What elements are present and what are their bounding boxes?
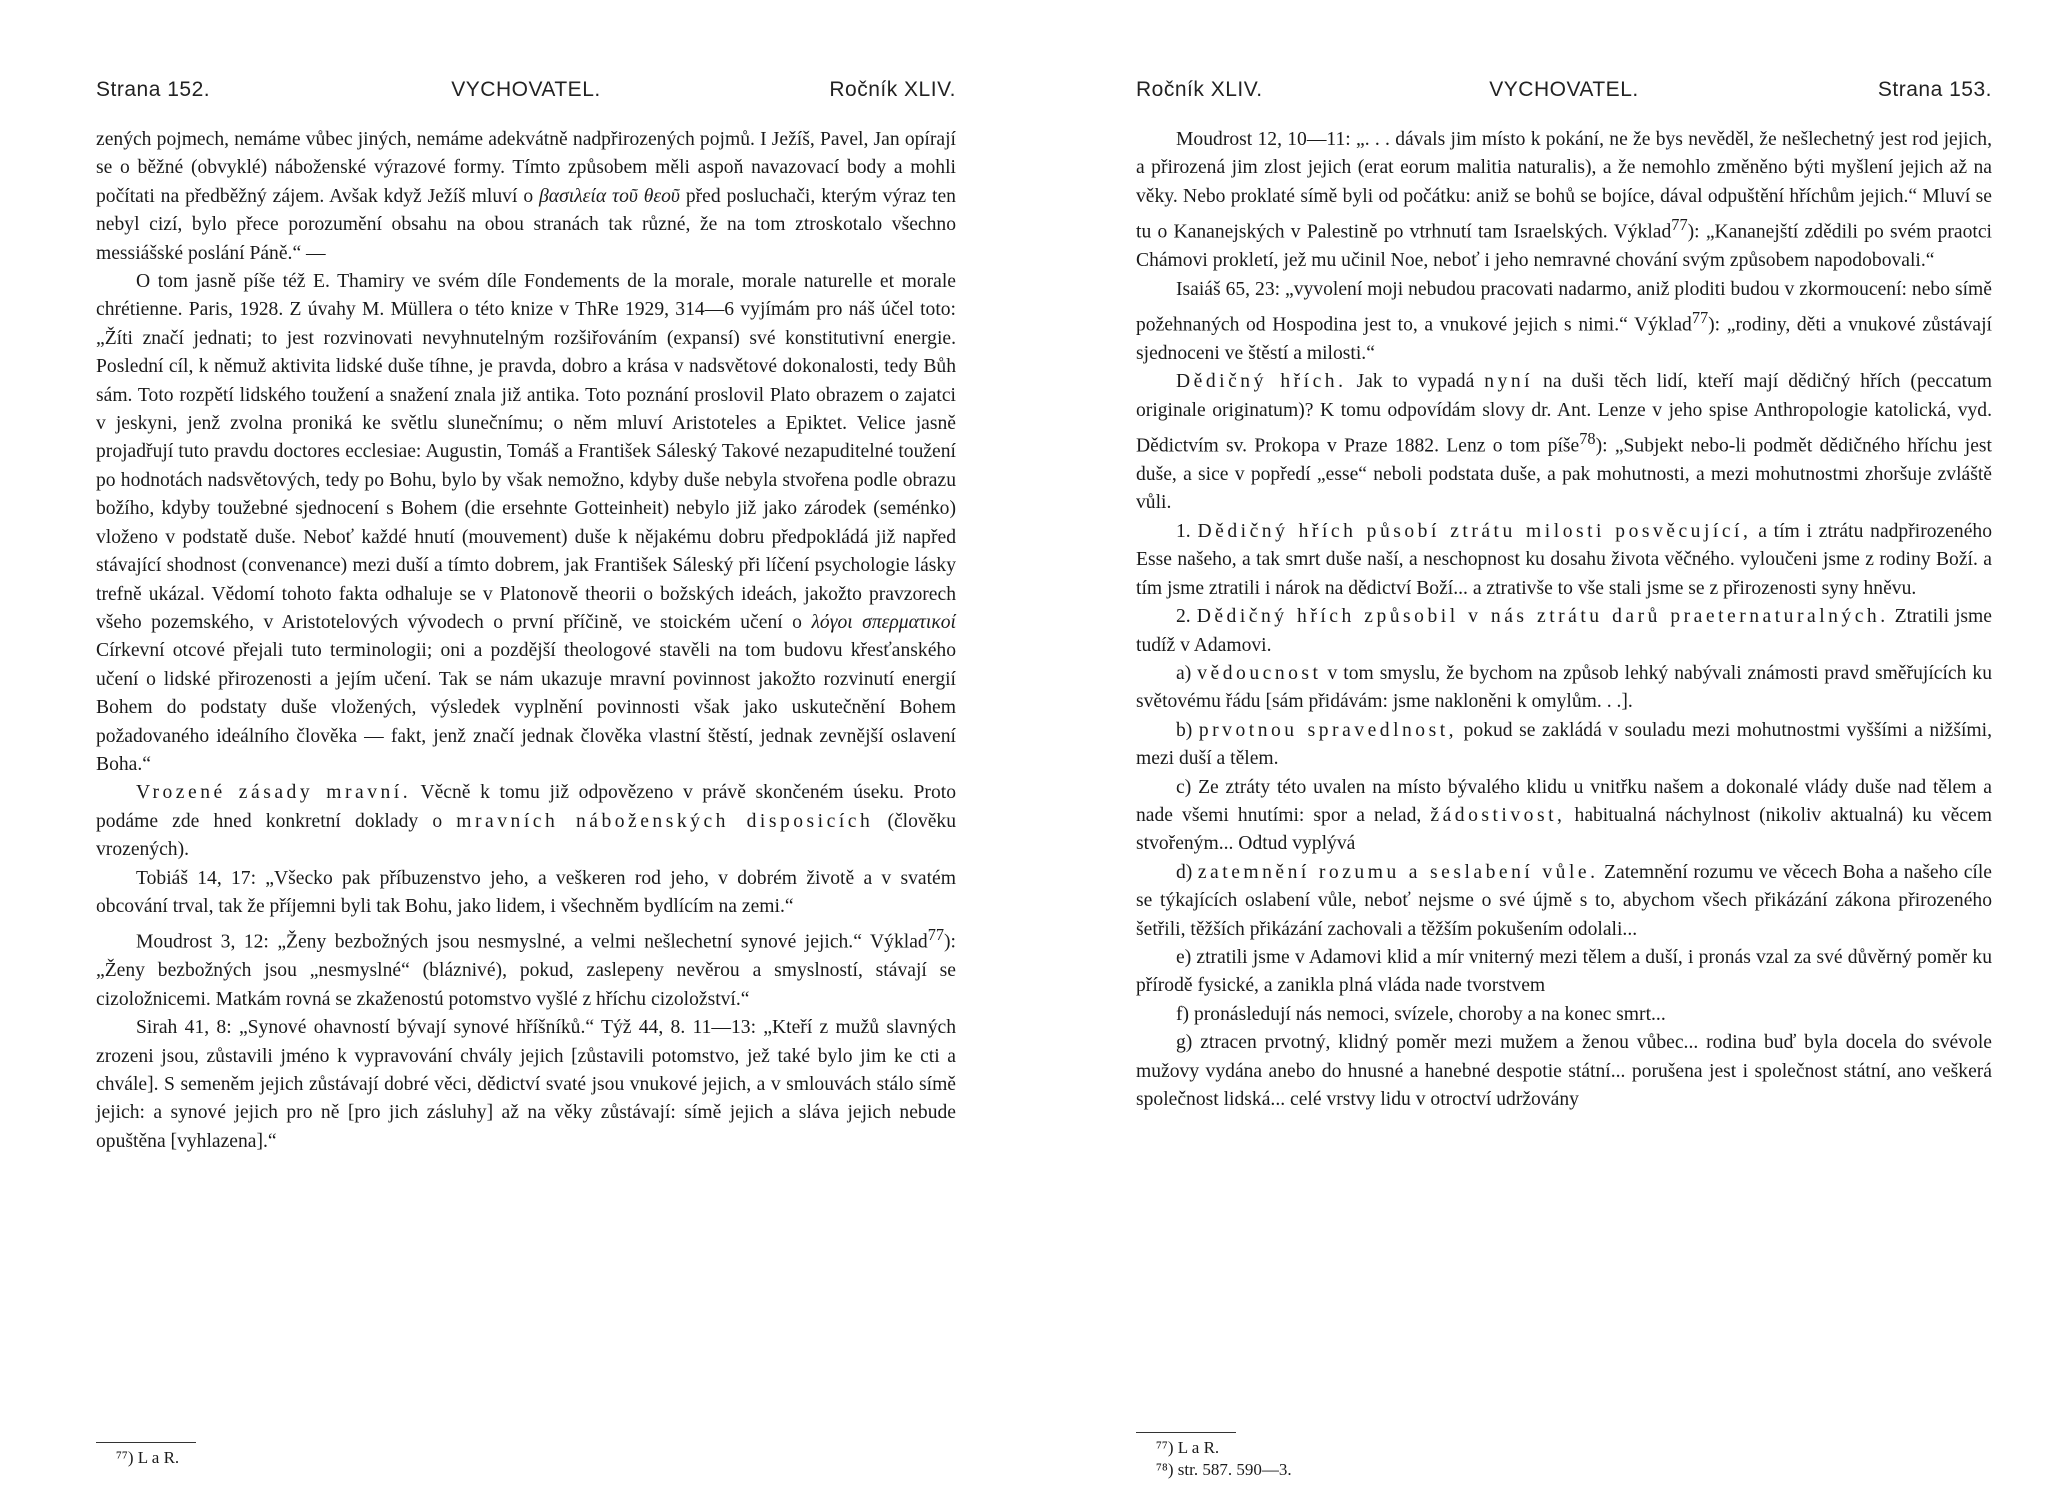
paragraph: zených pojmech, nemáme vůbec jiných, nemáme adekvátně nadpřirozených pojmů. I Ježíš, Pavel, Jan opírají se o běžné (obvyklé) náboženské výrazové formy. Tímto způsobem měli aspoň navazovací body a mohli počítati na předběžný zájem. Avšak když Ježíš mluví o βασιλεία τοῦ θεοῦ před posluchači, kterým výraz ten nebyl cizí, bylo přece porozumění obsahu na obou stranách tak různé, že na tom ztroskotalo všechno messiášské poslání Páně.“ — (96, 129, 956, 264)
paragraph: Moudrost 12, 10—11: „. . . dávals jim místo k pokání, ne že bys nevěděl, že nešlechetný jest rod jejich, a přirozená jim zlost jejich (erat eorum malitia naturalis), a že nemohlo změněno býti myšlení jejich až na věky. Nebo proklaté símě byli od počátku: aniž se bohů se bojíce, dával odpuštění hříchům jejich.“ Mluví se tu o Kananejských v Palestině po vtrhnutí tam Israelských. Výklad$^{77}$): „Kananejští zdědili po svém praotci Chámovi prokletí, jež mu učinil Noe, neboť i jeho nemravné chování svým způsobem napodobovali.“ (1136, 129, 1993, 272)
spaced-heading: Dědičný hřích. (1176, 371, 1347, 393)
footnotes-left (96, 1428, 956, 1469)
spaced-heading: Vrozené zásady mravní. (136, 782, 412, 804)
footnote: ⁷⁷) L a R. (116, 1448, 180, 1467)
left-body-text (96, 126, 956, 1156)
list-item: f) pronásledují nás nemoci, svízele, choroby a na konec smrt... (1176, 1003, 1666, 1025)
footnote-ref: 77 (1671, 215, 1688, 235)
footnote-ref: 78 (1579, 429, 1596, 449)
page-number: Strana 152. (96, 78, 211, 101)
paragraph: Moudrost 3, 12: „Ženy bezbožných jsou nesmyslné, a velmi nešlechetní synové jejich.“ Výklad$^{77}$): „Ženy bezbožných jsou „nesmyslné“ (bláznivé), pokud, zaslepeny nevěrou a smyslností, stávají se cizoložnicemi. Matkám rovná se zkaženostú potomstvo vyšlé z hříchu cizoložství.“ (96, 925, 956, 1010)
journal-title: VYCHOVATEL. (1489, 78, 1639, 101)
journal-title: VYCHOVATEL. (451, 78, 601, 101)
footnote-ref: 77 (1691, 307, 1709, 327)
list-item: g) ztracen prvotný, klidný poměr mezi mužem a ženou vůbec... rodina buď byla docela do svévole mužovy vydána anebo do hnusné a hanebné despotie státní... porušena jest i společnost státní, ano veškerá společnost lidská... celé vrstvy lidu v otroctví udržovány (1136, 1032, 1992, 1110)
paragraph: Tobiáš 14, 17: „Všecko pak příbuzenstvo jeho, a veškeren rod jeho, v dobrém životě a v svatém obcování trval, tak že příjemni byli tak Bohu, jako lidem, i všechněm bydlícím na zemi.“ (96, 867, 956, 917)
footnote: ⁷⁷) L a R. (1156, 1438, 1220, 1457)
volume-label: Ročník XLIV. (1136, 78, 1263, 101)
greek-phrase: λόγοι σπερματικοί (811, 611, 956, 633)
paragraph: O tom jasně píše též E. Thamiry ve svém díle Fondements de la morale, morale naturelle et morale chrétienne. Paris, 1928. Z úvahy M. Müllera o této knize v ThRe 1929, 314—6 vyjímám pro náš účel toto: „Žíti značí jednati; to jest rozvinovati nevyhnutelným rozšiřováním (expansí) své konstitutivní energie. Poslední cíl, k němuž aktivita lidské duše tíhne, je pravda, dobro a krása v nadsvětové dokonalosti, tedy Bůh sám. Toto rozpětí lidského toužení a snažení znala již antika. Toto poznání proslovil Plato obrazem o zajatci v jeskyni, jenž zvolna proniká ke světlu slunečnímu; o něm mluví Aristoteles a Epiktet. Velice jasně projadřují tuto pravdu doctores ecclesiae: Augustin, Tomáš a František Sáleský Takové nezapuditelné toužení po hodnotách nadsvětových, tedy po Bohu, bylo by však nemožno, kdyby duše nebyla stvořena podle obrazu božího, kdyby toužebné sjednocení s Bohem (die ersehnte Gotteinheit) nebylo již jako zárodek (seménko) vloženo v podstatě duše. Neboť každé hnutí (mouvement) duše k nějakému dobru předpokládá již napřed stávající shodnost (convenance) mezi duší a tímto dobrem, jak František Sáleský při líčení psychologie lásky trefně ukázal. Vědomí tohoto fakta odhaluje se v Platonově theorii o božských ideách, jakožto pravzorech všeho pozemského, v Aristotelových vývodech o první příčině, ve stoickém učení o λόγοι σπερματικοί Církevní otcové přejali tuto terminologii; oni a pozdější theologové stavěli na tom budovu křesťanského učení o lidské přirozenosti a jejím učení. Tak se nám ukazuje mravní povinnost jakožto rozvinutí energií Bohem do podstaty duše vložených, výsledek vyplnění povinnosti však jako uskutečnění Bohem požadovaného ideálního člověka — fakt, jenž značí jednak člověka vlastní štěstí, jednak zevnější oslavení Boha.“ (96, 271, 956, 775)
footnotes-right (1136, 1418, 1992, 1481)
paragraph: Dědičný hřích. Jak to vypadá nyní na duši těch lidí, kteří mají dědičný hřích (peccatum originale originatum)? K tomu odpovídám slovy dr. Ant. Lenze v jeho spise Anthropologie katolická, vyd. Dědictvím sv. Prokopa v Praze 1882. Lenz o tom píše$^{78}$): „Subjekt nebo-li podmět dědičného hříchu jest duše, a sice v popředí „esse“ neboli podstata duše, a pak mohutnosti, a mezi mohutnostmi zhoršuje zvláště vůli. (1136, 371, 1993, 514)
list-item: 2. Dědičný hřích způsobil v nás ztrátu darů praeternaturalných. Ztratili jsme tudíž v Adamovi. (1136, 606, 1992, 656)
paragraph: Vrozené zásady mravní. Věcně k tomu již odpovězeno v právě skončeném úseku. Proto podáme zde hned konkretní doklady o mravních náboženských disposicích (člověku vrozených). (96, 782, 956, 861)
paragraph: Sirah 41, 8: „Synové ohavností bývají synové hříšníků.“ Týž 44, 8. 11—13: „Kteří z mužů slavných zrozeni jsou, zůstavili jméno k vypravování chvály jejich [zůstavili potomstvo, jež také bylo jim ke cti a chvále]. S semeněm jejich zůstávají dobré věci, dědictví svaté jsou vnukové jejich, a v smlouvách stálo símě jejich: a synové jejich pro ně [pro jich zásluhy] až na věky zůstávají: símě jejich a sláva jejich nebude opuštěna [vyhlazena].“ (96, 1017, 956, 1152)
right-page (1030, 0, 2060, 1500)
list-item: c) Ze ztráty této uvalen na místo bývalého klidu u vnitřku našem a dokonalé vlády duše nad tělem a nade všemi hnutími: spor a nelad, žádostivost, habitualná náchylnost (nikoliv aktualná) ku věcem stvořeným... Odtud vyplývá (1136, 776, 1992, 855)
list-item: e) ztratili jsme v Adamovi klid a mír vniterný mezi tělem a duší, i pronás vzal za své důvěrný poměr ku přírodě fysické, a zanikla plná vláda nade tvorstvem (1136, 946, 1992, 997)
page-header-left (96, 78, 956, 108)
footnote-rule (96, 1442, 196, 1443)
volume-label: Ročník XLIV. (829, 78, 956, 101)
footnote: ⁷⁸) str. 587. 590—3. (1156, 1460, 1292, 1479)
greek-phrase: βασιλεία τοῦ θεοῦ (539, 185, 680, 207)
list-item: 1. Dědičný hřích působí ztrátu milosti posvěcující, a tím i ztrátu nadpřirozeného Esse našeho, a tak smrt duše naší, a neschopnost ku dosahu života věčného. vyloučeni jsme z rodiny Boží. a tím jsme ztratili i nárok na dědictví Boží... a ztrativše to vše stali jsme se z přirozenosti syny hněvu. (1136, 520, 1992, 599)
list-item: d) zatemnění rozumu a seslabení vůle. Zatemnění rozumu ve věcech Boha a našeho cíle se týkajících oslabení vůle, neboť nejsme o své újmě s to, abychom všech přikázání zákona přirozeného šetřili, těžších přikázání zachovali a těžším pokušením odolali... (1136, 861, 1992, 940)
page-number: Strana 153. (1877, 78, 1992, 101)
list-item: a) vědoucnost v tom smyslu, že bychom na způsob lehký nabývali známosti pravd směřujících ku světovému řádu [sám přidávám: jsme nakloněni k omylům. . .]. (1136, 662, 1992, 713)
paragraph: Isaiáš 65, 23: „vyvolení moji nebudou pracovati nadarmo, aniž ploditi budou v zkormoucení: nebo símě požehnaných od Hospodina jest to, a vnukové jejich s nimi.“ Výklad$^{77}$): „rodiny, děti a vnukové zůstávají sjednoceni ve štěstí a milosti.“ (1136, 278, 1992, 364)
footnote-ref: 77 (927, 925, 945, 945)
list-item: b) prvotnou spravedlnost, pokud se zakládá v souladu mezi mohutnostmi vyššími a nižšími, mezi duší a tělem. (1136, 719, 1992, 770)
footnote-rule (1136, 1432, 1236, 1433)
page-header-right (1136, 78, 1992, 108)
right-body-text (1136, 126, 1992, 1114)
